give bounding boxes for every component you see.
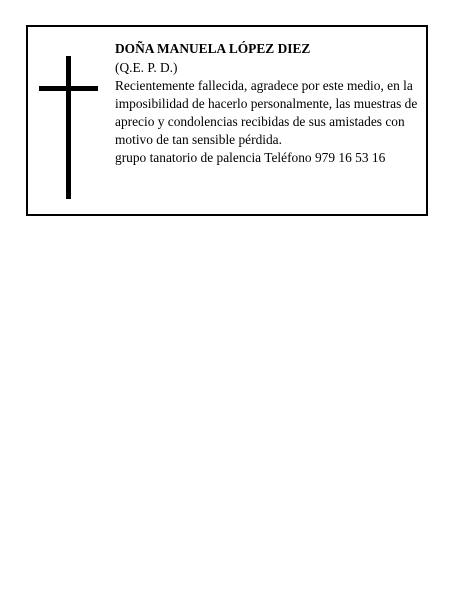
notice-text-block [115,40,421,167]
cross-icon [28,27,108,214]
qepd-line: (Q.E. P. D.) [115,60,178,75]
cross-horizontal-bar [39,86,98,91]
deceased-name: DOÑA MANUELA LÓPEZ DIEZ [115,41,311,56]
obituary-notice [26,25,428,216]
funeral-home-contact: grupo tanatorio de palencia Teléfono 979 16 53 16 [115,150,386,165]
cross-vertical-bar [66,56,71,199]
notice-message: Recientemente fallecida, agradece por este medio, en la imposibilidad de hacerlo personalmente, las muestras de aprecio y condolencias recibidas de sus amistades con motivo de tan sensible pérdida. [115,78,418,147]
